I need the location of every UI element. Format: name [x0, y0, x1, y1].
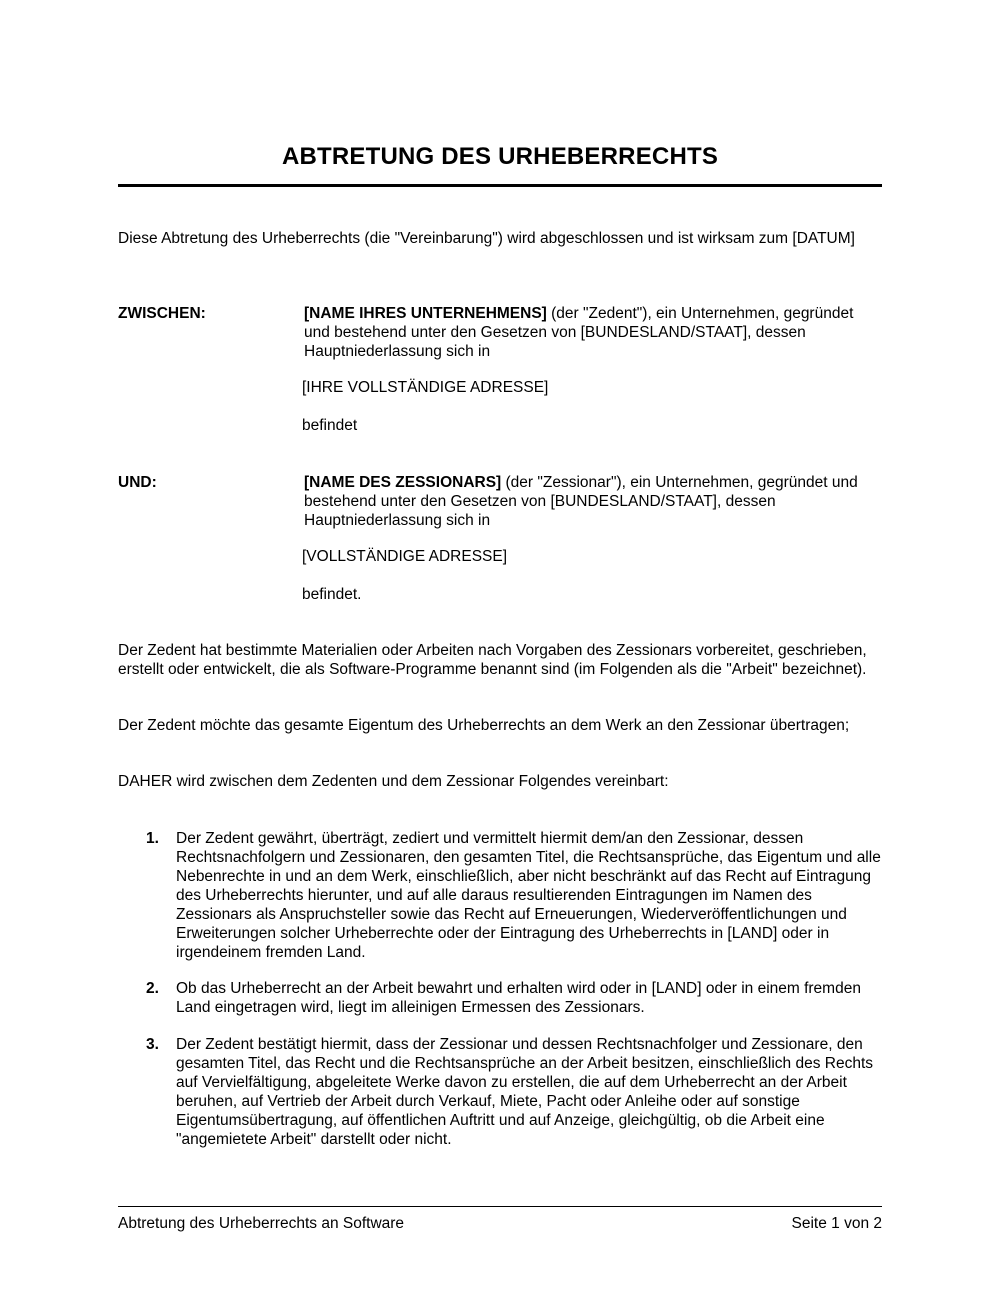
document-title: ABTRETUNG DES URHEBERRECHTS [281, 143, 719, 170]
clause-2-number: 2. [146, 980, 159, 997]
intro-paragraph: Diese Abtretung des Urheberrechts (die "Vereinbarung") wird abgeschlossen und ist wirksam zum [DATUM] [118, 230, 855, 247]
recital-paragraph-2: Der Zedent möchte das gesamte Eigentum des Urheberrechts an dem Werk an den Zessionar übertragen; [118, 717, 850, 734]
title-divider [118, 184, 882, 187]
party1-label: ZWISCHEN: [118, 305, 206, 322]
recital-paragraph-3: DAHER wird zwischen dem Zedenten und dem Zessionar Folgendes vereinbart: [118, 773, 669, 790]
party2-label: UND: [118, 474, 157, 491]
recital-paragraph-1: Der Zedent hat bestimmte Materialien oder Arbeiten nach Vorgaben des Zessionars vorbereitet, geschrieben, erstellt oder entwickelt, die als Software-Programme benannt sind (im Folgenden als die "Arbeit" bezeichnet). [118, 642, 867, 678]
party2-closing: befindet. [302, 586, 362, 603]
clause-1-number: 1. [146, 830, 159, 847]
footer-page-number: Seite 1 von 2 [791, 1215, 882, 1232]
party1-address: [IHRE VOLLSTÄNDIGE ADRESSE] [302, 379, 549, 396]
party1-name: [NAME IHRES UNTERNEHMENS] [304, 305, 547, 322]
clause-1-text: Der Zedent gewährt, überträgt, zediert und vermittelt hiermit dem/an den Zessionar, dessen Rechtsnachfolgern und Zessionaren, den gesamten Titel, die Rechtsansprüche, das Eigentum und alle Nebenrechte in und an dem Werk, einschließlich, aber nicht beschränkt auf das Recht auf Eintragung des Urheberrechts hierunter, und auf alle daraus resultierenden Eintragungen im Namen des Zessionars als Anspruchsteller sowie das Recht auf Erneuerungen, Wiederveröffentlichungen und Erweiterungen solcher Urheberrechte oder der Eintragung des Urheberrechts in [LAND] oder in irgendeinem fremden Land. [176, 830, 881, 961]
party1-description: (der "Zedent"), ein Unternehmen, gegründet und bestehend unter den Gesetzen von [BUNDESLAND/STAAT], dessen Hauptniederlassung sich in [304, 305, 854, 360]
footer-document-name: Abtretung des Urheberrechts an Software [118, 1215, 405, 1232]
clause-3-number: 3. [146, 1036, 159, 1053]
clause-2-text: Ob das Urheberrecht an der Arbeit bewahrt und erhalten wird oder in [LAND] oder in einem fremden Land eingetragen wird, liegt im alleinigen Ermessen des Zessionars. [176, 980, 861, 1016]
party2-address: [VOLLSTÄNDIGE ADRESSE] [302, 548, 508, 565]
party1-description-block [304, 304, 874, 361]
footer-divider [118, 1206, 882, 1207]
clause-3-text: Der Zedent bestätigt hiermit, dass der Zessionar und dessen Rechtsnachfolger und Zessionare, den gesamten Titel, das Recht und die Rechtsansprüche an der Arbeit besitzen, einschließlich des Rechts auf Vervielfältigung, abgeleitete Werke davon zu erstellen, die auf dem Urheberrecht an der Arbeit beruhen, auf Vertrieb der Arbeit durch Verkauf, Miete, Pacht oder Anleihe oder auf sonstige Eigentumsübertragung, auf öffentlichen Auftritt und auf Anzeige, gleichgültig, ob die Arbeit eine "angemietete Arbeit" darstellt oder nicht. [176, 1036, 874, 1148]
party1-closing: befindet [302, 417, 358, 434]
party2-description: (der "Zessionar"), ein Unternehmen, gegründet und bestehend unter den Gesetzen von [BUNDESLAND/STAAT], dessen Hauptniederlassung sich in [304, 474, 858, 529]
party2-name: [NAME DES ZESSIONARS] [304, 474, 502, 491]
party2-description-block [304, 473, 874, 530]
